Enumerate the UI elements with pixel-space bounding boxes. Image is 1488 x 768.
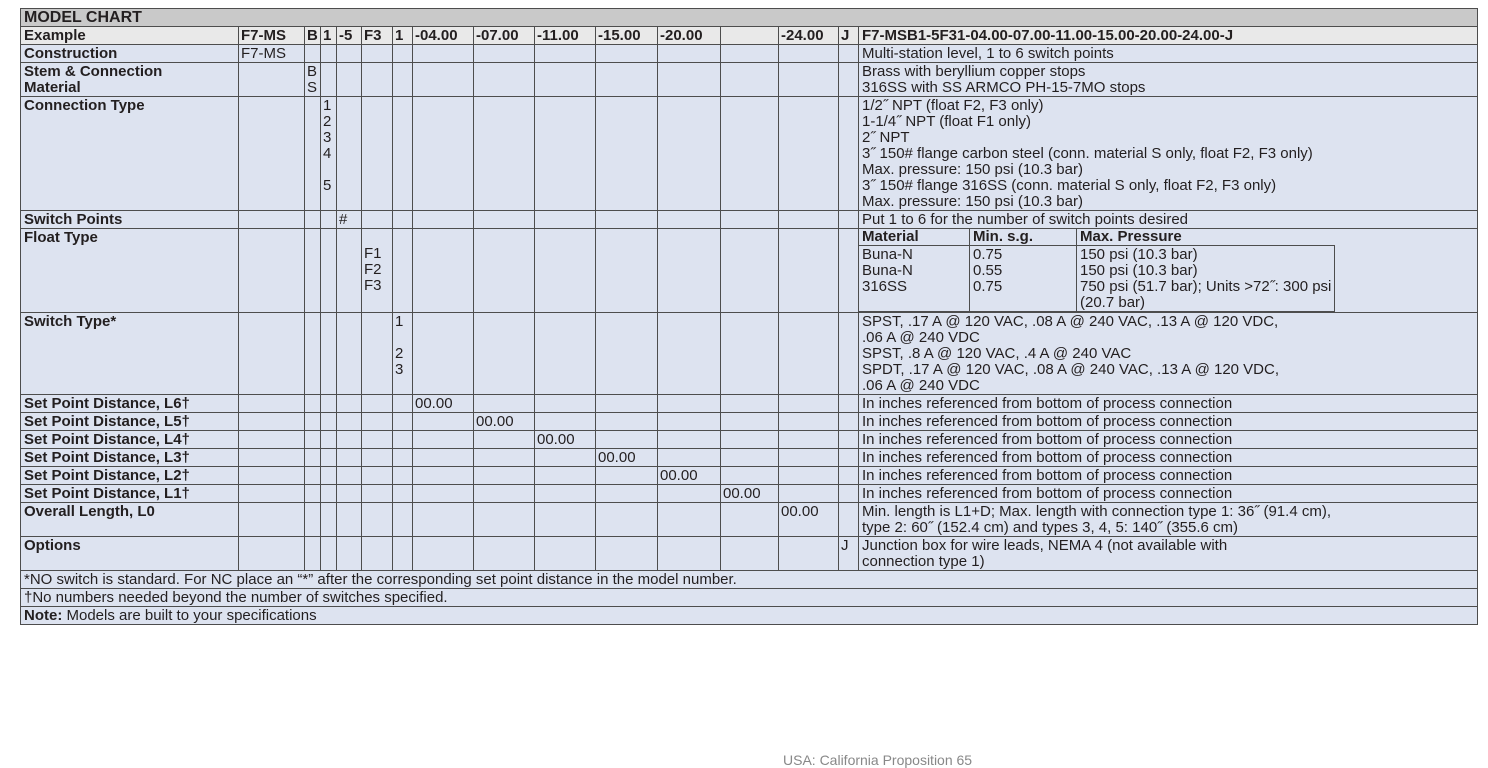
float-header-material: Material [862,228,919,245]
float-spec-table [859,229,1478,313]
float-material: Buna-N [862,246,913,263]
construction-row [21,45,1478,63]
switch-type-row [21,313,1478,395]
row-label: Set Point Distance, L4† [21,431,239,449]
example-code: -07.00 [474,27,535,45]
row-description: In inches referenced from bottom of process connection [859,467,1478,485]
row-description: In inches referenced from bottom of process connection [859,413,1478,431]
example-code: 1 [393,27,413,45]
float-pressure: 150 psi (10.3 bar) [1080,246,1198,263]
row-label: Set Point Distance, L1† [21,485,239,503]
set-point-l6-row [21,395,1478,413]
row-label: Set Point Distance, L3† [21,449,239,467]
set-point-code: 00.00 [721,485,779,503]
note-label: Note: [24,607,63,624]
row-label: Options [21,537,239,571]
row-description: Junction box for wire leads, NEMA 4 (not available with connection type 1) [859,537,1478,571]
row-label: Set Point Distance, L2† [21,467,239,485]
float-sg: 0.75 [973,246,1003,263]
float-header-pressure: Max. Pressure [1077,229,1335,246]
set-point-l1-row [21,485,1478,503]
example-code: -20.00 [658,27,721,45]
set-point-code: 00.00 [596,449,658,467]
example-code: F3 [362,27,393,45]
footnote-nc: *NO switch is standard. For NC place an “*” after the corresponding set point distance in the model number. [21,571,1478,589]
row-description: Multi-station level, 1 to 6 switch points [859,45,1478,63]
example-code: 1 [321,27,337,45]
row-description: Put 1 to 6 for the number of switch points desired [859,211,1478,229]
row-label: Float Type [21,229,239,313]
float-sg: 0.75 [973,278,1003,295]
example-code: -04.00 [413,27,474,45]
row-description: Brass with beryllium copper stops 316SS with SS ARMCO PH-15-7MO stops [859,63,1478,97]
example-code: -15.00 [596,27,658,45]
bottom-partial-text: USA: California Proposition 65 [783,752,973,768]
options-code: J [839,537,859,571]
title-row [21,9,1478,27]
footnote-dagger: †No numbers needed beyond the number of switches specified. [21,589,1478,607]
row-label: Connection Type [21,97,239,211]
row-label: Overall Length, L0 [21,503,239,537]
stem-codes: B S [305,63,321,97]
example-code: B [305,27,321,45]
float-material: 316SS [862,278,908,295]
row-label: Set Point Distance, L5† [21,413,239,431]
row-label: Switch Points [21,211,239,229]
example-row [21,27,1478,45]
float-pressure: 150 psi (10.3 bar) [1080,262,1198,279]
note-text: Models are built to your specifications [62,607,317,624]
float-header-sg: Min. s.g. [970,229,1077,246]
row-description: Min. length is L1+D; Max. length with connection type 1: 36˝ (91.4 cm), type 2: 60˝ (152.4 cm) and types 3, 4, 5: 140˝ (355.6 cm) [859,503,1478,537]
set-point-l2-row [21,467,1478,485]
stem-material-row [21,63,1478,97]
example-label: Example [21,27,239,45]
row-label: Stem & Connection Material [21,63,239,97]
row-label: Set Point Distance, L6† [21,395,239,413]
example-code: F7-MS [239,27,305,45]
overall-length-code: 00.00 [779,503,839,537]
row-description: In inches referenced from bottom of process connection [859,395,1478,413]
example-code: J [839,27,859,45]
row-label: Switch Type* [21,313,239,395]
row-description: SPST, .17 A @ 120 VAC, .08 A @ 240 VAC, .13 A @ 120 VDC, .06 A @ 240 VDC SPST, .8 A @ 120 VAC, .4 A @ 240 VAC SPDT, .17 A @ 120 VAC, .08 A @ 240 VAC, .13 A @ 120 VDC, .06 A @ 240 VDC [859,313,1478,395]
float-material: Buna-N [862,262,913,279]
example-code [721,27,779,45]
set-point-code: 00.00 [413,395,474,413]
switch-type-codes: 1 2 3 [393,313,413,395]
set-point-l5-row [21,413,1478,431]
row-description: In inches referenced from bottom of process connection [859,485,1478,503]
row-description: In inches referenced from bottom of process connection [859,449,1478,467]
example-code: -5 [337,27,362,45]
footnote-row [21,571,1478,589]
connection-type-row [21,97,1478,211]
set-point-code: 00.00 [474,413,535,431]
chart-title: MODEL CHART [21,9,1478,27]
overall-length-row [21,503,1478,537]
set-point-code: 00.00 [535,431,596,449]
row-description: 1/2˝ NPT (float F2, F3 only) 1-1/4˝ NPT (float F1 only) 2˝ NPT 3˝ 150# flange carbon steel (conn. material S only, float F2, F3 only) Max. pressure: 150 psi (10.3 bar) 3˝ 150# flange 316SS (conn. material S only, float F2, F3 only) Max. pressure: 150 psi (10.3 bar) [859,97,1478,211]
set-point-code: 00.00 [658,467,721,485]
set-point-l3-row [21,449,1478,467]
switch-points-row [21,211,1478,229]
float-codes: F1 F2 F3 [362,229,393,313]
float-sg: 0.55 [973,262,1003,279]
footnote-row [21,589,1478,607]
row-label: Construction [21,45,239,63]
construction-code: F7-MS [239,45,305,63]
footnote-note [21,607,1478,625]
example-full-model: F7-MSB1-5F31-04.00-07.00-11.00-15.00-20.00-24.00-J [859,27,1478,45]
float-pressure: (20.7 bar) [1080,294,1146,311]
set-point-l4-row [21,431,1478,449]
connection-codes: 1 2 3 4 5 [321,97,337,211]
row-description: In inches referenced from bottom of process connection [859,431,1478,449]
model-chart-table [20,8,1478,625]
switch-points-code: # [337,211,362,229]
options-row [21,537,1478,571]
example-code: -11.00 [535,27,596,45]
footnote-row [21,607,1478,625]
float-type-row [21,229,1478,313]
float-pressure: 750 psi (51.7 bar); Units >72˝: 300 psi [1080,278,1332,295]
example-code: -24.00 [779,27,839,45]
